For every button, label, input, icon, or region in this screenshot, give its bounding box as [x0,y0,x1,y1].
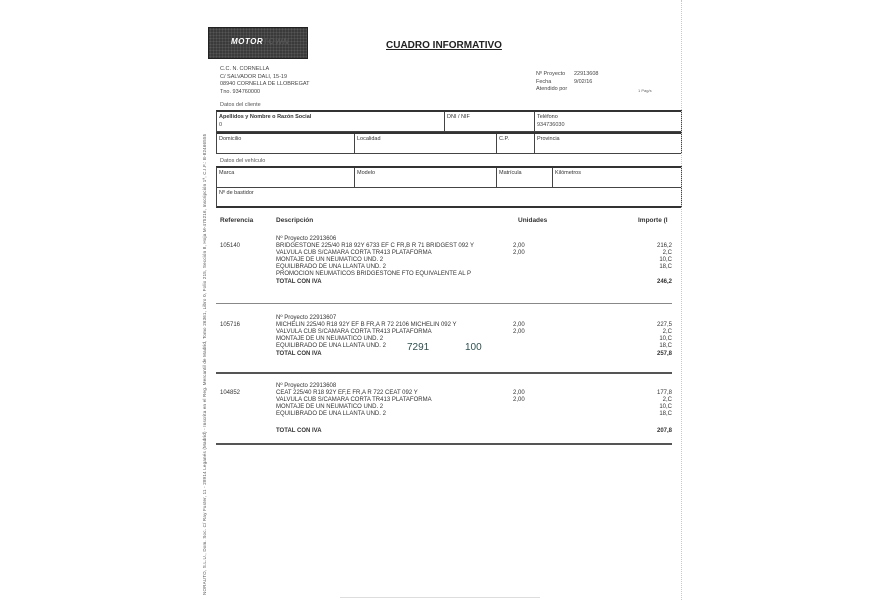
line-description: CEAT 225/40 R18 92Y EF,E FR,A R 722 CEAT 092 Y [276,390,418,396]
vehicle-chassis-field [217,188,681,206]
address-line: C.C. N. CORNELLA [220,66,270,72]
document-title: CUADRO INFORMATIVO [386,40,502,51]
project-number-row [536,71,598,79]
date-row [536,79,598,87]
client-phone-label: Teléfono [537,114,558,120]
project-number-value: 22913608 [574,71,599,77]
group-reference: 104852 [220,390,241,396]
line-units: 2,00 [513,329,525,335]
client-province-label: Provincia [537,136,560,142]
header-description: Descripción [276,217,314,224]
bottom-faint-line [340,597,540,598]
vehicle-brand-field [217,168,355,188]
document-page [200,0,682,600]
line-description: EQUILIBRADO DE UNA LLANTA UND. 2 [276,411,386,417]
total-amount: 207,8 [656,428,672,434]
address-line: 08940 CORNELLA DE LLOBREGAT [220,81,310,87]
line-description: PROMOCION NEUMATICOS BRIDGESTONE FTO EQUIVALENTE AL P [276,271,472,277]
line-description: VALVULA CUB S/CAMARA CORTA TR413 PLATAFORMA [276,397,432,403]
line-amount: 10,C [659,257,672,263]
client-row-1 [216,110,682,132]
line-amount: 227,5 [656,322,672,328]
line-description: VALVULA CUB S/CAMARA CORTA TR413 PLATAFORMA [276,250,432,256]
table-group [200,315,672,370]
overlay-value-1: 7291 [407,342,430,353]
line-description: VALVULA CUB S/CAMARA CORTA TR413 PLATAFORMA [276,329,432,335]
line-amount: 2,C [662,397,672,403]
client-zip-field [497,134,535,154]
line-units: 2,00 [513,243,525,249]
line-amount: 216,2 [656,243,672,249]
line-description: EQUILIBRADO DE UNA LLANTA UND. 2 [276,343,386,349]
vehicle-model-field [355,168,497,188]
client-address-label: Domicilio [219,136,242,142]
logo-text-motor: MOTOR [231,37,264,46]
attended-by-row [536,86,598,94]
client-dni-label: DNI / NIF [447,114,470,120]
client-phone-value: 934736030 [537,122,565,128]
vehicle-brand-label: Marca [219,170,235,176]
group-separator [216,372,672,374]
total-amount: 257,8 [656,351,672,357]
overlay-value-2: 100 [465,342,482,353]
line-amount: 18,C [659,264,672,270]
client-row-2 [216,132,682,154]
client-phone-field [535,112,681,132]
date-value: 9/02/16 [574,78,593,85]
line-description: BRIDGESTONE 225/40 R18 92Y 6733 EF C FR,B R 71 BRIDGEST 092 Y [276,243,474,249]
client-province-field [535,134,681,154]
line-description: MONTAJE DE UN NEUMATICO UND. 2 [276,404,384,410]
line-description: MONTAJE DE UN NEUMATICO UND. 2 [276,336,384,342]
client-name-label: Apellidos y Nombre o Razón Social [219,114,312,120]
group-reference: 105140 [220,243,241,249]
header-units: Unidades [518,217,548,224]
line-units: 2,00 [513,322,525,328]
total-label: TOTAL CON IVA [276,279,322,285]
line-units: 2,00 [513,390,525,396]
group-reference: 105716 [220,322,241,328]
vehicle-km-field [553,168,681,188]
group-project: Nº Proyecto 22913606 [276,236,337,242]
group-project: Nº Proyecto 22913608 [276,383,337,389]
store-address [220,66,309,96]
total-label: TOTAL CON IVA [276,428,322,434]
vehicle-chassis-label: Nº de bastidor [219,190,254,196]
group-project: Nº Proyecto 22913607 [276,315,337,321]
group-separator [216,303,672,304]
vehicle-plate-label: Matrícula [499,170,522,176]
client-name-field [217,112,445,132]
page-count: 1 Pag/s [638,88,652,93]
line-description: EQUILIBRADO DE UNA LLANTA UND. 2 [276,264,386,270]
page-edge-line [681,0,683,600]
table-group [200,383,672,438]
client-city-label: Localidad [357,136,381,142]
line-units: 2,00 [513,250,525,256]
header-reference: Referencia [220,217,254,224]
vehicle-row-1 [216,166,682,188]
client-section-label: Datos del cliente [220,102,261,108]
line-amount: 177,8 [656,390,672,396]
line-amount: 2,C [662,329,672,335]
total-label: TOTAL CON IVA [276,351,322,357]
date-label: Fecha [536,78,552,85]
line-units: 2,00 [513,397,525,403]
address-line: Tno. 934760000 [220,88,261,95]
header-amount: Importe (I [638,217,668,224]
client-name-value: 0 [219,122,223,128]
line-amount: 18,C [659,411,672,417]
line-amount: 2,C [662,250,672,256]
client-zip-label: C.P. [499,136,509,142]
line-amount: 10,C [659,404,672,410]
address-line: C/ SALVADOR DALI, 15-19 [220,73,288,80]
vehicle-model-label: Modelo [357,170,376,176]
line-description: MICHELIN 225/40 R18 92Y EF B FR,A R 72 2106 MICHELIN 092 Y [276,322,457,328]
client-city-field [355,134,497,154]
client-address-field [217,134,355,154]
company-logo [208,27,308,59]
line-description: MONTAJE DE UN NEUMATICO UND. 2 [276,257,384,263]
vehicle-row-2 [216,187,682,208]
attended-by-label: Atendido por [536,86,568,92]
project-number-label: Nº Proyecto [536,71,566,77]
vehicle-plate-field [497,168,553,188]
total-amount: 246,2 [656,279,672,285]
project-info [536,71,598,94]
legal-side-text: NORAUTO, S.L.U., Dom. Soc. C/ Ray Fuster, 11 - 28914 Leganés (Madrid) - Inscrita en el Reg. Mercantil de Madrid, Tomo 26361, Libro 0, Folio 215, Sección 8, Hoja M-475216, Inscripción 1ª, C.I.F.: B-82466555 [202,133,207,595]
table-group [200,236,672,298]
vehicle-km-label: Kilómetros [555,170,581,176]
group-separator [216,443,672,445]
client-dni-field [445,112,535,132]
line-amount: 10,C [659,336,672,342]
vehicle-section-label: Datos del vehículo [220,158,266,164]
logo-text-town: TOWN [263,37,290,46]
line-amount: 18,C [659,343,672,349]
